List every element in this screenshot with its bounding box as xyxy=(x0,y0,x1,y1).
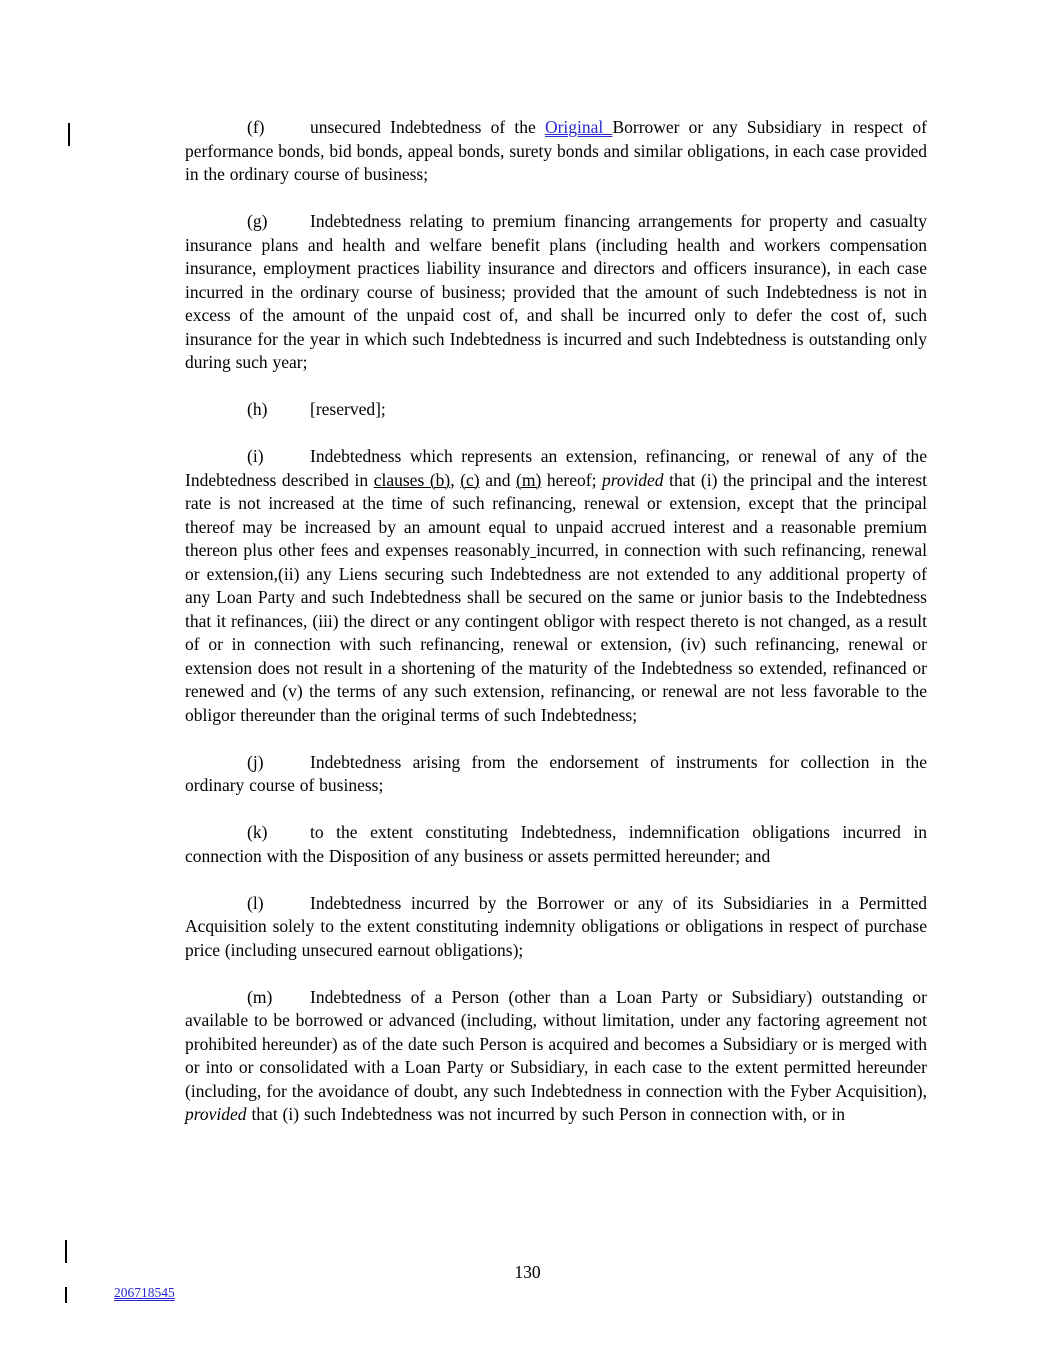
paragraph-label: (l) xyxy=(247,892,264,913)
paragraph-label: (h) xyxy=(247,399,268,419)
italic-text: provided xyxy=(602,469,664,490)
paragraph-label: (k) xyxy=(247,822,268,842)
inserted-space xyxy=(530,540,536,560)
paragraph-label: (i) xyxy=(247,446,264,466)
underlined-reference: (m) xyxy=(516,469,542,490)
paragraph-m: (m) Indebtedness of a Person (other than a Loan Party or Subsidiary) outstanding or available to be borrowed or advanced (including, without limitation, under any factoring agreement not prohibited hereunder) as of the date such Person is acquired and becomes a Subsidiary or is merged with or into or consolidated with a Loan Party or Subsidiary, in each case to the extent permitted hereunder (including, for the avoidance of doubt, any such Indebtedness in connection with the Fyber Acquisition), provided that (i) such Indebtedness was not incurred by such Person in connection with, or in xyxy=(185,986,927,1124)
revision-change-bar xyxy=(68,123,70,146)
paragraph-label: (j) xyxy=(247,751,264,772)
paragraph-h: (h) [reserved]; xyxy=(185,398,927,422)
paragraph-i: (i) Indebtedness which represents an extension, refinancing, or renewal of any of the Indebtedness described in clauses (b), (c) and (m) hereof; provided that (i) the principal and the interest rate is not increased at the time of such refinancing, renewal or extension, except that the principal thereof may be increased by an amount equal to unpaid accrued interest and a reasonable premium thereon plus other fees and expenses reasonably incurred, in connection with such refinancing, renewal or extension,(ii) any Liens securing such Indebtedness are not extended to any additional property of any Loan Party and such Indebtedness shall be secured on the same or junior basis to the Indebtedness that it refinances, (iii) the direct or any contingent obligor with respect thereto is not changed, as a result of or in connection with such refinancing, renewal or extension, (iv) such refinancing, renewal or extension does not result in a shortening of the maturity of the Indebtedness so extended, refinanced or renewed and (v) the terms of any such extension, refinancing, or renewal are not less favorable to the obligor thereunder than the original terms of such Indebtedness; xyxy=(185,446,927,725)
document-text xyxy=(185,116,927,1150)
inserted-text: Original xyxy=(544,117,613,137)
italic-text: provided xyxy=(185,1104,247,1124)
footer-document-id: 206718545 xyxy=(114,1285,175,1300)
paragraph-label: (g) xyxy=(247,211,268,231)
page-number: 130 xyxy=(514,1262,541,1282)
underlined-reference: (c) xyxy=(460,469,480,490)
revision-change-bar xyxy=(65,1240,67,1263)
revision-change-bar xyxy=(65,1287,67,1303)
paragraph-l: (l) Indebtedness incurred by the Borrower or any of its Subsidiaries in a Permitted Acquisition solely to the extent constituting indemnity obligations or obligations in respect of purchase price (including unsecured earnout obligations); xyxy=(185,892,927,960)
paragraph-f: (f) unsecured Indebtedness of the Original Borrower or any Subsidiary in respect of performance bonds, bid bonds, appeal bonds, surety bonds and similar obligations, in each case provided in the ordinary course of business; xyxy=(185,117,927,184)
paragraph-j: (j) Indebtedness arising from the endorsement of instruments for collection in the ordinary course of business; xyxy=(185,751,927,795)
paragraph-label: (m) xyxy=(247,986,273,1007)
paragraph-k: (k) to the extent constituting Indebtedness, indemnification obligations incurred in connection with the Disposition of any business or assets permitted hereunder; and xyxy=(185,822,927,866)
paragraph-label: (f) xyxy=(247,117,265,137)
underlined-reference: clauses (b) xyxy=(373,469,451,490)
paragraph-g: (g) Indebtedness relating to premium financing arrangements for property and casualty insurance plans and health and welfare benefit plans (including health and workers compensation insurance, employment practices liability insurance and directors and officers insurance), in each case incurred in the ordinary course of business; provided that the amount of such Indebtedness is not in excess of the amount of the unpaid cost of, and shall be incurred only to defer the cost of, such insurance for the year in which such Indebtedness is incurred and such Indebtedness is outstanding only during such year; xyxy=(185,211,927,372)
